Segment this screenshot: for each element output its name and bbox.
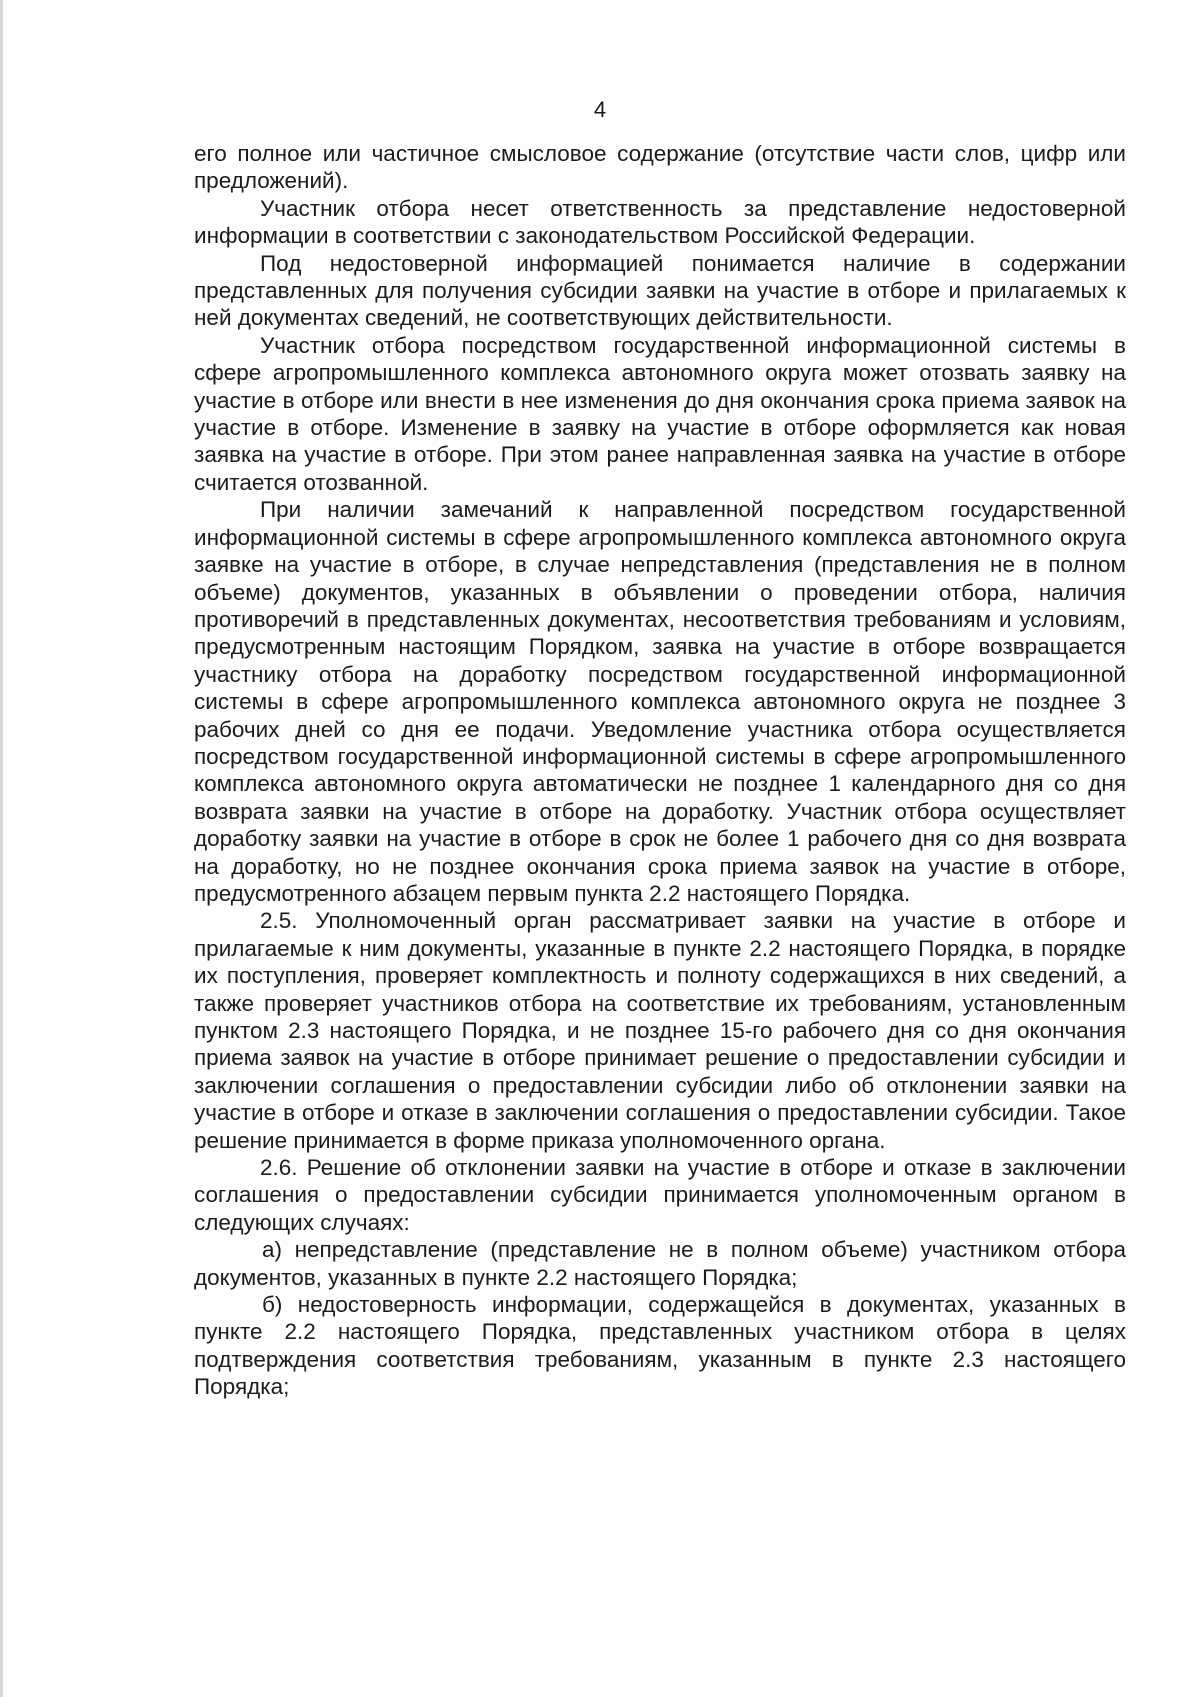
paragraph-withdraw-application: Участник отбора посредством государственной информационной системы в сфере агропромышленного комплекса автономного округа может отозвать заявку на участие в отборе или внести в нее изменения до дня окончания срока приема заявок на участие в отборе. Изменение в заявку на участие в отборе оформляется как новая заявка на участие в отборе. При этом ранее направленная заявка на участие в отборе считается отозванной. — [194, 332, 1126, 495]
list-item-a: а) непредставление (представление не в полном объеме) участником отбора документов, указанных в пункте 2.2 настоящего Порядка; — [194, 1237, 1126, 1290]
list-item-b: б) недостоверность информации, содержащейся в документах, указанных в пункте 2.2 настоящего Порядка, представленных участником отбора в целях подтверждения соответствия требованиям, указанным в пункте 2.3 настоящего Порядка; — [194, 1292, 1126, 1400]
page-number: 4 — [593, 97, 607, 122]
paragraph-section-2-6: 2.6. Решение об отклонении заявки на участие в отборе и отказе в заключении соглашения о предоставлении субсидии принимается уполномоченным органом в следующих случаях: — [194, 1155, 1126, 1235]
paragraph-remarks-revision: При наличии замечаний к направленной посредством государственной информационной системы в сфере агропромышленного комплекса автономного округа заявке на участие в отборе, в случае непредставления (представления не в полном объеме) документов, указанных в объявлении о проведении отбора, наличия противоречий в представленных документах, несоответствия требованиям и условиям, предусмотренным настоящим Порядком, заявка на участие в отборе возвращается участнику отбора на доработку посредством государственной информационной системы в сфере агропромышленного комплекса автономного округа не позднее 3 рабочих дней со дня ее подачи. Уведомление участника отбора осуществляется посредством государственной информационной системы в сфере агропромышленного комплекса автономного округа автоматически не позднее 1 календарного дня со дня возврата заявки на участие в отборе на доработку. Участник отбора осуществляет доработку заявки на участие в отборе в срок не более 1 рабочего дня со дня возврата на доработку, но не позднее окончания срока приема заявок на участие в отборе, предусмотренного абзацем первым пункта 2.2 настоящего Порядка. — [194, 497, 1126, 906]
paragraph-false-information-definition: Под недостоверной информацией понимается наличие в содержании представленных для получения субсидии заявки на участие в отборе и прилагаемых к ней документах сведений, не соответствующих действительности. — [194, 250, 1126, 331]
paragraph-responsibility: Участник отбора несет ответственность за представление недостоверной информации в соответствии с законодательством Российской Федерации. — [194, 195, 1126, 249]
paragraph-continuation: его полное или частичное смысловое содержание (отсутствие части слов, цифр или предложений). — [194, 141, 1126, 194]
paragraph-section-2-5: 2.5. Уполномоченный орган рассматривает заявки на участие в отборе и прилагаемые к ним документы, указанные в пункте 2.2 настоящего Порядка, в порядке их поступления, проверяет комплектность и полноту содержащихся в них сведений, а также проверяет участников отбора на соответствие их требованиям, установленным пунктом 2.3 настоящего Порядка, и не позднее 15-го рабочего дня со дня окончания приема заявок на участие в отборе принимает решение о предоставлении субсидии и заключении соглашения о предоставлении субсидии либо об отклонении заявки на участие в отборе и отказе в заключении соглашения о предоставлении субсидии. Такое решение принимается в форме приказа уполномоченного органа. — [194, 908, 1126, 1153]
page-edge-shadow — [0, 0, 3, 1697]
document-body — [194, 140, 1126, 1401]
